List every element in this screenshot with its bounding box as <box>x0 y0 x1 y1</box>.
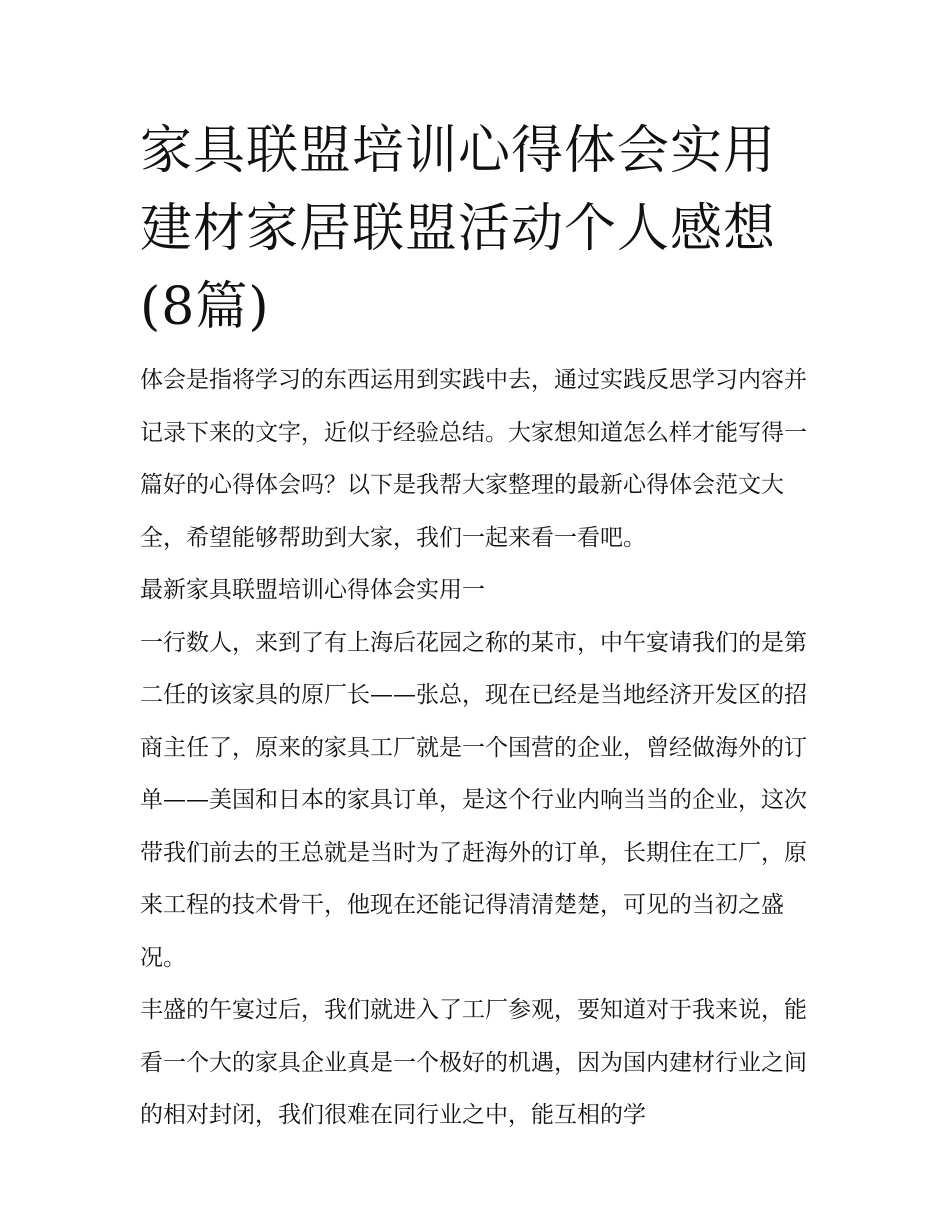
document-body <box>140 354 820 1142</box>
body-paragraph: 一行数人，来到了有上海后花园之称的某市，中午宴请我们的是第二任的该家具的原厂长——张总，现在已经是当地经济开发区的招商主任了，原来的家具工厂就是一个国营的企业，曾经做海外的订单——美国和日本的家具订单，是这个行业内响当当的企业，这次带我们前去的王总就是当时为了赶海外的订单，长期住在工厂，原来工程的技术骨干，他现在还能记得清清楚楚，可见的当初之盛况。 <box>140 629 807 971</box>
intro-paragraph: 体会是指将学习的东西运用到实践中去，通过实践反思学习内容并记录下来的文字，近似于经验总结。大家想知道怎么样才能写得一篇好的心得体会吗？以下是我帮大家整理的最新心得体会范文大全，希望能够帮助到大家，我们一起来看一看吧。 <box>140 367 807 551</box>
section-heading: 最新家具联盟培训心得体会实用一 <box>140 577 485 603</box>
body-paragraph: 丰盛的午宴过后，我们就进入了工厂参观，要知道对于我来说，能看一个大的家具企业真是一个极好的机遇，因为国内建材行业之间的相对封闭，我们很难在同行业之中，能互相的学 <box>140 997 807 1128</box>
document-title: 家具联盟培训心得体会实用 建材家居联盟活动个人感想(8篇) <box>140 121 777 337</box>
